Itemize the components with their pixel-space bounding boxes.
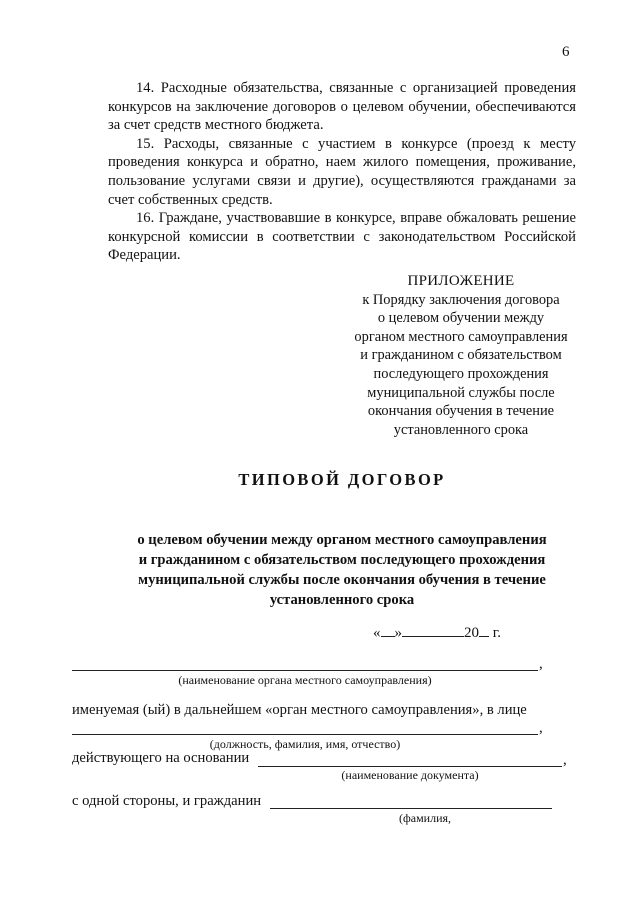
named-text: именуемая (ый) в дальнейшем «орган местного самоуправления», в лице [72,702,527,718]
subtitle-line: установленного срока [269,592,415,608]
appendix-line: к Порядку заключения договора [362,291,560,308]
party-label: с одной стороны, и гражданин [72,793,262,809]
paragraph-15: 15. Расходы, связанные с участием в конкурсе (проезд к месту проведения конкурса и обратно, наем жилого помещения, проживание, пользование услугами связи и другие), осуществляются гражданами за счет собственных средств. [108,135,576,208]
year-prefix: 20 [464,625,479,641]
basis-document-caption: (наименование документа) [341,768,479,782]
acting-label: действующего на основании [72,750,250,766]
subtitle-line: о целевом обучении между органом местного самоуправления [137,532,547,548]
appendix-line: о целевом обучении между [377,310,545,327]
person-caption: (должность, фамилия, имя, отчество) [209,737,401,751]
body-paragraphs [108,79,576,265]
org-name-blank[interactable] [72,670,538,671]
comma: , [539,720,543,736]
date-open-quote: « [373,625,381,641]
appendix-line: последующего прохождения [373,365,549,382]
appendix-line: органом местного самоуправления [354,328,568,345]
year-suffix: г. [492,625,501,641]
date-close-quote: » [394,625,402,641]
comma: , [563,752,567,768]
appendix-block [330,272,592,439]
document-title: ТИПОВОЙ ДОГОВОР [238,470,446,489]
named-line [72,702,572,719]
paragraph-16: 16. Граждане, участвовавшие в конкурсе, вправе обжаловать решение конкурсной комиссии в соответствии с законодательством Российской Федерации. [108,210,576,264]
appendix-line: и гражданином с обязательством [360,347,562,364]
year-blank[interactable] [479,622,489,637]
document-subtitle [108,530,576,610]
org-name-caption: (наименование органа местного самоуправления) [178,673,432,687]
day-blank[interactable] [381,622,395,637]
subtitle-line: муниципальной службы после окончания обучения в течение [138,572,546,588]
page-number: 6 [562,44,570,60]
citizen-name-blank[interactable] [270,808,552,809]
comma: , [539,656,543,672]
date-line [373,622,501,642]
appendix-line: муниципальной службы после [367,384,555,401]
subtitle-line: и гражданином с обязательством последующего прохождения [138,552,546,568]
month-blank[interactable] [402,622,464,637]
appendix-line: установленного срока [393,421,529,438]
paragraph-14: 14. Расходные обязательства, связанные с организацией проведения конкурсов на заключение договоров о целевом обучении, обеспечиваются за счет средств местного бюджета. [108,80,576,134]
appendix-heading: ПРИЛОЖЕНИЕ [407,273,515,289]
appendix-line: окончания обучения в течение [367,403,555,420]
person-blank[interactable] [72,734,538,735]
surname-caption: (фамилия, [398,811,452,825]
basis-document-blank[interactable] [258,766,562,767]
